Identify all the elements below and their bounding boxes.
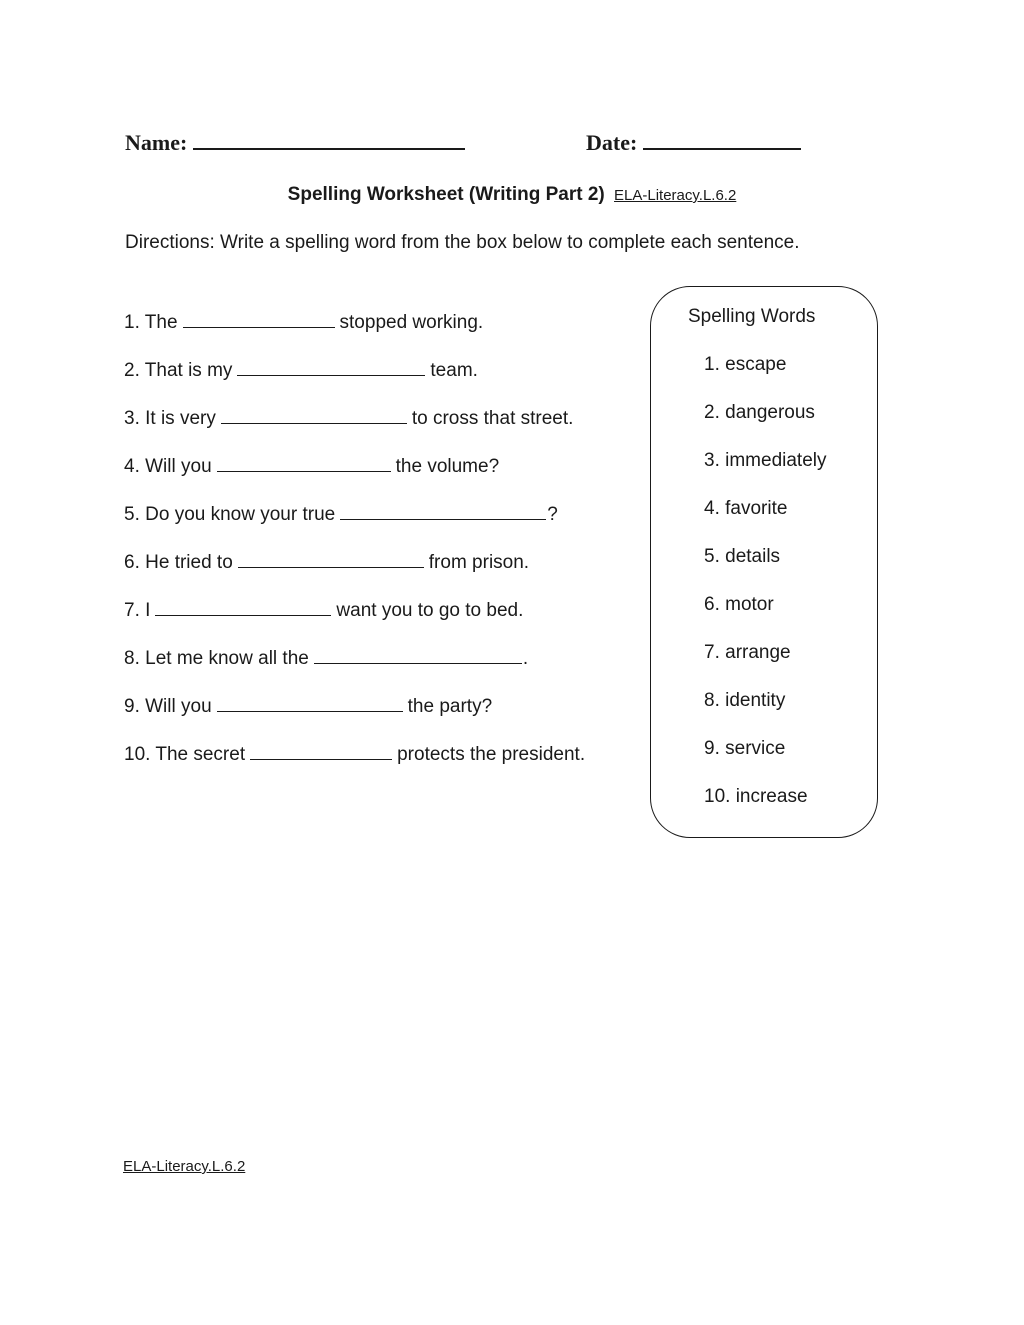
- spelling-word: 3. immediately: [704, 450, 827, 471]
- name-line[interactable]: [193, 130, 465, 150]
- answer-blank[interactable]: [183, 311, 335, 328]
- sentence-3: [124, 407, 585, 455]
- sentence-text-before: 3. It is very: [124, 408, 216, 429]
- sentence-text-after: to cross that street.: [411, 408, 574, 429]
- title-main: Spelling Worksheet (Writing Part 2): [287, 184, 605, 205]
- answer-blank[interactable]: [217, 695, 403, 712]
- sentence-text-after: from prison.: [428, 552, 530, 573]
- sentence-text-before: 1. The: [124, 312, 178, 333]
- sentence-5: [124, 503, 585, 551]
- date-field[interactable]: [586, 130, 801, 156]
- sentence-text-before: 8. Let me know all the: [124, 648, 309, 669]
- spelling-word: 4. favorite: [704, 498, 788, 519]
- sentence-10: [124, 743, 585, 791]
- name-field[interactable]: [125, 130, 465, 156]
- date-line[interactable]: [643, 130, 801, 150]
- spelling-words-title: Spelling Words: [688, 306, 816, 327]
- sentence-text-after: want you to go to bed.: [336, 600, 524, 621]
- sentence-text-before: 6. He tried to: [124, 552, 233, 573]
- sentence-text-after: .: [522, 648, 529, 669]
- sentence-8: [124, 647, 585, 695]
- sentence-text-before: 7. I: [124, 600, 151, 621]
- spelling-word: 10. increase: [704, 786, 808, 807]
- sentence-1: [124, 311, 585, 359]
- title-standard: ELA-Literacy.L.6.2: [614, 187, 737, 204]
- spelling-word: 8. identity: [704, 690, 786, 711]
- sentence-text-before: 4. Will you: [124, 456, 212, 477]
- sentence-text-before: 2. That is my: [124, 360, 233, 381]
- sentence-6: [124, 551, 585, 599]
- sentence-4: [124, 455, 585, 503]
- name-label: Name:: [125, 130, 188, 155]
- spelling-word-list: [704, 354, 827, 834]
- answer-blank[interactable]: [217, 455, 391, 472]
- sentence-text-before: 10. The secret: [124, 744, 246, 765]
- sentence-7: [124, 599, 585, 647]
- date-label: Date:: [586, 130, 638, 155]
- sentence-text-before: 5. Do you know your true: [124, 504, 336, 525]
- spelling-word: 7. arrange: [704, 642, 791, 663]
- spelling-word: 2. dangerous: [704, 402, 815, 423]
- spelling-words-box: [650, 286, 878, 838]
- sentence-text-after: protects the president.: [397, 744, 586, 765]
- sentence-text-before: 9. Will you: [124, 696, 212, 717]
- sentence-2: [124, 359, 585, 407]
- answer-blank[interactable]: [250, 743, 392, 760]
- sentence-text-after: stopped working.: [339, 312, 484, 333]
- answer-blank[interactable]: [155, 599, 331, 616]
- footer-standard: ELA-Literacy.L.6.2: [123, 1158, 246, 1175]
- spelling-word: 6. motor: [704, 594, 774, 615]
- sentence-text-after: the party?: [407, 696, 493, 717]
- answer-blank[interactable]: [221, 407, 407, 424]
- answer-blank[interactable]: [237, 359, 425, 376]
- sentence-text-after: ?: [547, 504, 558, 525]
- spelling-word: 1. escape: [704, 354, 787, 375]
- sentence-text-after: team.: [430, 360, 478, 381]
- worksheet-title: [0, 184, 1024, 206]
- spelling-word: 9. service: [704, 738, 786, 759]
- sentence-text-after: the volume?: [395, 456, 500, 477]
- directions: Directions: Write a spelling word from the box below to complete each sentence.: [125, 232, 800, 253]
- answer-blank[interactable]: [340, 503, 546, 520]
- answer-blank[interactable]: [314, 647, 522, 664]
- sentence-list: [124, 311, 585, 791]
- answer-blank[interactable]: [238, 551, 424, 568]
- sentence-9: [124, 695, 585, 743]
- spelling-word: 5. details: [704, 546, 781, 567]
